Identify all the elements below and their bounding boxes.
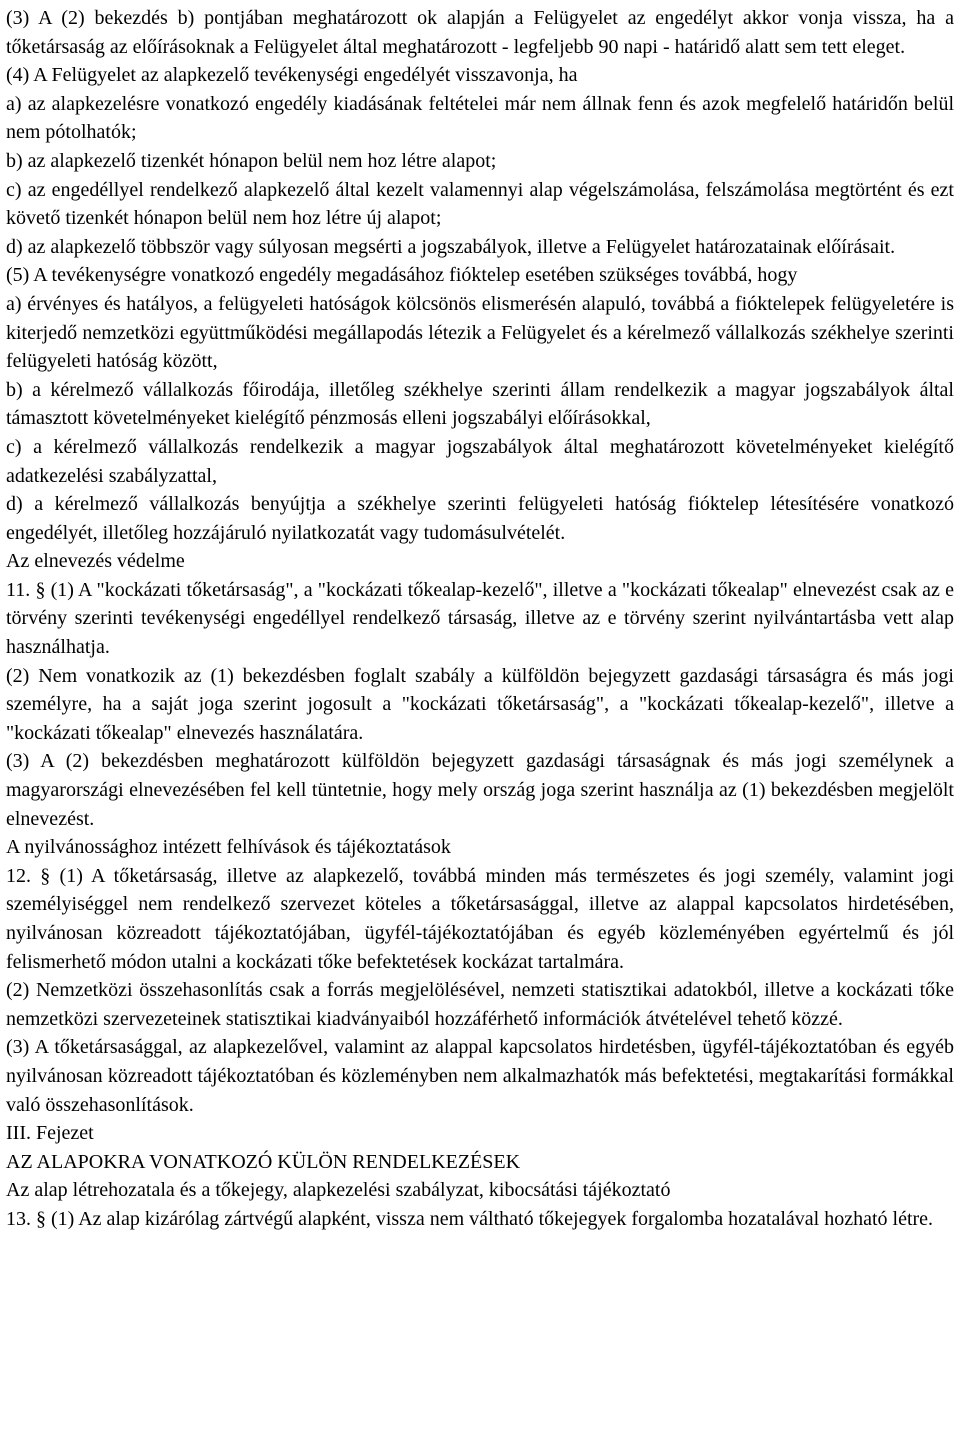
paragraph-5-item-d: d) a kérelmező vállalkozás benyújtja a székhelye szerinti felügyeleti hatóság fióktelep létesítésére vonatkozó engedélyét, illetőleg hozzájáruló nyilatkozatát vagy tudomásulvételét. xyxy=(6,493,954,544)
paragraph-3-revocation-deadline: (3) A (2) bekezdés b) pontjában meghatározott ok alapján a Felügyelet az engedélyt akkor vonja vissza, ha a tőketársaság az előírásoknak a Felügyelet által meghatározott - legfeljebb 90 napi - határidő alatt sem tett eleget. xyxy=(6,7,954,58)
paragraph-4-intro: (4) A Felügyelet az alapkezelő tevékenységi engedélyét visszavonja, ha xyxy=(6,64,578,87)
section-heading-public-notices: A nyilvánossághoz intézett felhívások és tájékoztatások xyxy=(6,836,451,859)
section-12-paragraph-1: 12. § (1) A tőketársaság, illetve az alapkezelő, továbbá minden más természetes és jogi személy, valamint jogi személyiséggel nem rendelkező szervezet köteles a tőketársasággal, illetve az alappal kapcsolatos hirdetésében, nyilvánosan közreadott tájékoztatójában, ügyfél-tájékoztatójában és egyéb közleményében egyértelmű és jól felismerhető módon utalni a kockázati tőke befektetések kockázat tartalmára. xyxy=(6,864,954,973)
section-heading-name-protection: Az elnevezés védelme xyxy=(6,550,185,573)
section-11-paragraph-3: (3) A (2) bekezdésben meghatározott külföldön bejegyzett gazdasági társaságnak és más jogi személynek a magyarországi elnevezésében fel kell tüntetnie, hogy mely ország joga szerint használja az (1) bekezdésben megjelölt elnevezést. xyxy=(6,750,954,830)
paragraph-4-item-d: d) az alapkezelő többször vagy súlyosan megsérti a jogszabályok, illetve a Felügyelet határozatainak előírásait. xyxy=(6,235,896,258)
section-13-paragraph-1: 13. § (1) Az alap kizárólag zártvégű alapként, vissza nem váltható tőkejegyek forgalomba hozatalával hozható létre. xyxy=(6,1207,934,1230)
section-11-paragraph-2: (2) Nem vonatkozik az (1) bekezdésben foglalt szabály a külföldön bejegyzett gazdasági társaságra és más jogi személyre, ha a saját joga szerint jogosult a "kockázati tőketársaság", a "kockázati tőkealap-kezelő", illetve a "kockázati tőkealap" elnevezés használatára. xyxy=(6,664,954,744)
chapter-heading-title: AZ ALAPOKRA VONATKOZÓ KÜLÖN RENDELKEZÉSEK xyxy=(6,1150,521,1173)
section-12-paragraph-3: (3) A tőketársasággal, az alapkezelővel, valamint az alappal kapcsolatos hirdetésben, ügyfél-tájékoztatóban és egyéb nyilvánosan közreadott tájékoztatóban és közleményben nem alkalmazhatók más befektetési, megtakarítási formákkal való összehasonlítások. xyxy=(6,1036,954,1116)
section-11-paragraph-1: 11. § (1) A "kockázati tőketársaság", a "kockázati tőkealap-kezelő", illetve a "kockázati tőkealap" elnevezést csak az e törvény szerinti tevékenységi engedéllyel rendelkező társaság, illetve az e törvény szerint nyilvántartásba vett alap használhatja. xyxy=(6,578,954,659)
paragraph-5-item-a: a) érvényes és hatályos, a felügyeleti hatóságok kölcsönös elismerésén alapuló, továbbá a fióktelepek felügyeletére is kiterjedő nemzetközi együttműködési megállapodás létezik a Felügyelet és a kérelmező vállalkozás székhelye szerinti felügyeleti hatóság között, xyxy=(6,292,954,373)
section-12-paragraph-2: (2) Nemzetközi összehasonlítás csak a forrás megjelölésével, nemzeti statisztikai adatokból, illetve a kockázati tőke nemzetközi szervezeteinek statisztikai kiadványaiból hozzáférhető információk átvételével tehető közzé. xyxy=(6,979,954,1030)
paragraph-5-intro: (5) A tevékenységre vonatkozó engedély megadásához fióktelep esetében szükséges továbbá, hogy xyxy=(6,264,798,287)
paragraph-4-item-b: b) az alapkezelő tizenkét hónapon belül nem hoz létre alapot; xyxy=(6,149,497,172)
document-page xyxy=(6,4,954,1234)
paragraph-4-item-a: a) az alapkezelésre vonatkozó engedély kiadásának feltételei már nem állnak fenn és azok megfelelő határidőn belül nem pótolhatók; xyxy=(6,92,954,144)
paragraph-4-item-c: c) az engedéllyel rendelkező alapkezelő által kezelt valamennyi alap végelszámolása, felszámolása megtörtént és ezt követő tizenkét hónapon belül nem hoz létre új alapot; xyxy=(6,178,954,230)
chapter-heading-number: III. Fejezet xyxy=(6,1122,94,1145)
paragraph-5-item-c: c) a kérelmező vállalkozás rendelkezik a magyar jogszabályok által meghatározott követelményeket kielégítő adatkezelési szabályzattal, xyxy=(6,435,954,487)
section-heading-fund-creation: Az alap létrehozatala és a tőkejegy, alapkezelési szabályzat, kibocsátási tájékoztató xyxy=(6,1179,671,1202)
paragraph-5-item-b: b) a kérelmező vállalkozás főirodája, illetőleg székhelye szerinti állam rendelkezik a magyar jogszabályok által támasztott követelményeket kielégítő pénzmosás elleni jogszabályi előírásokkal, xyxy=(6,378,954,430)
